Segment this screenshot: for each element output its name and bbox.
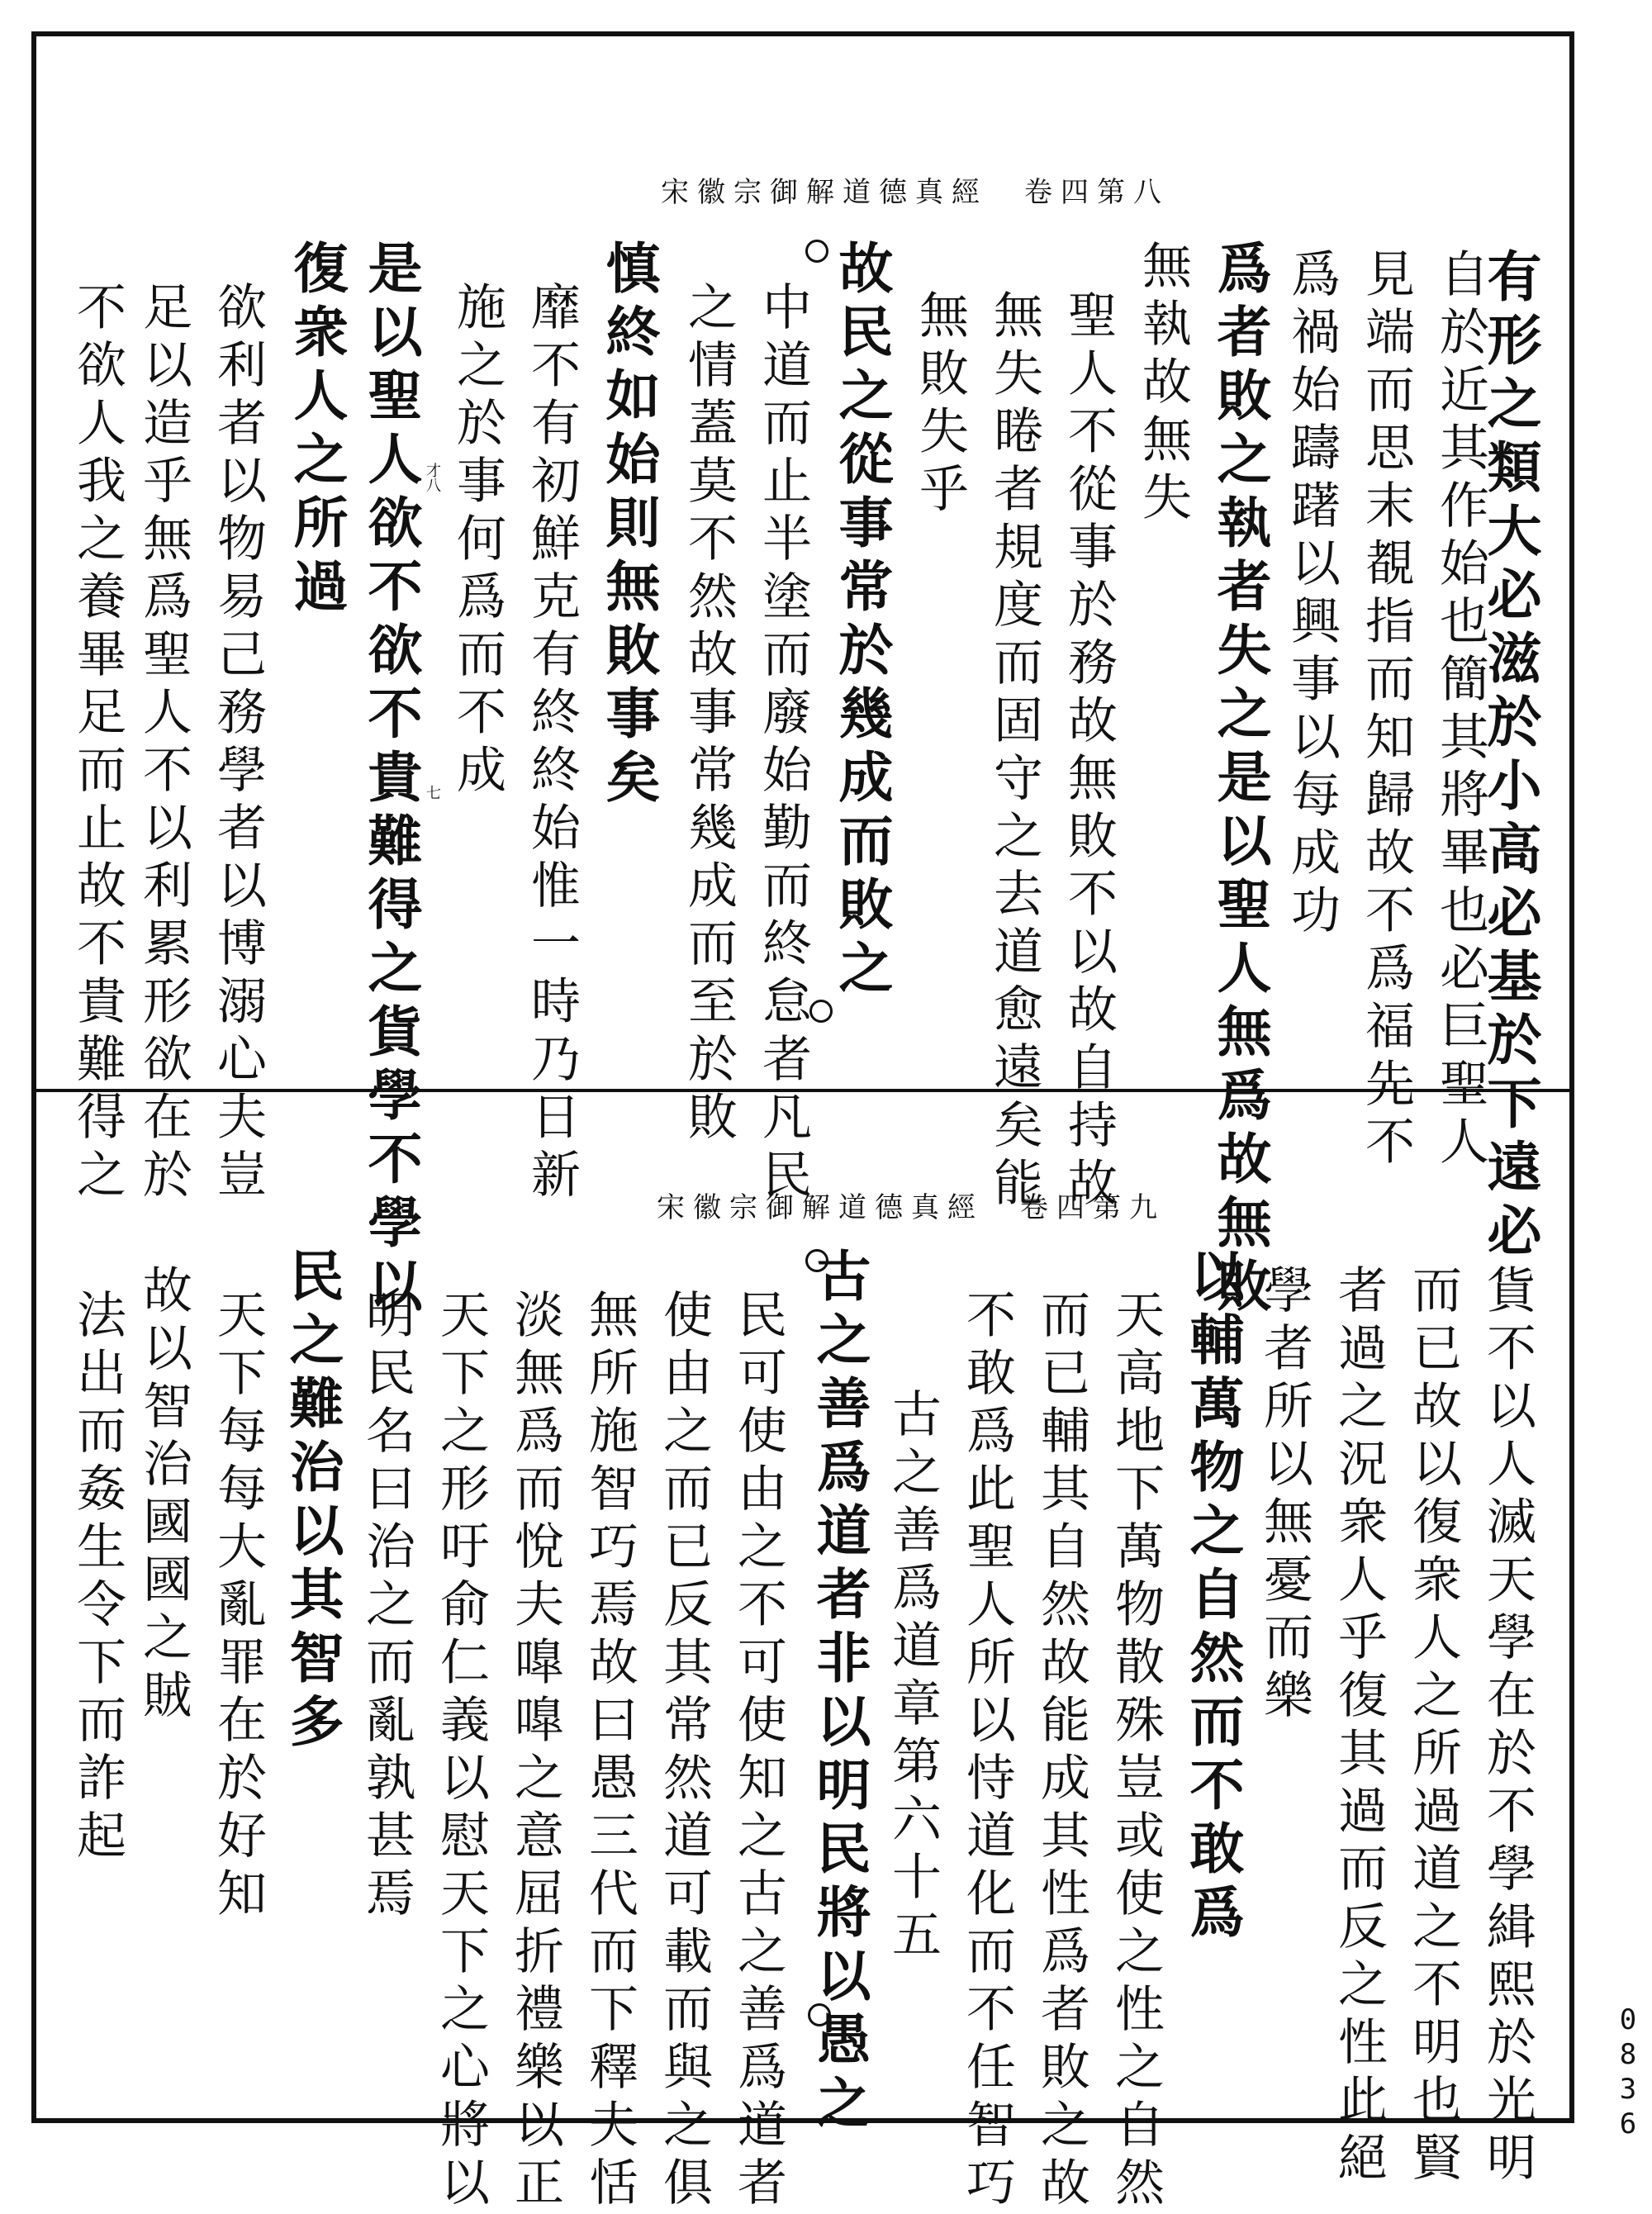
text-column: 之情蓋莫不然故事常幾成而至於敗: [680, 281, 738, 1148]
running-head-top: 宋徽宗御解道德真經 卷四第八: [661, 176, 1170, 209]
text-column: 爲禍始躊躇以興事以每成功: [1283, 248, 1341, 942]
section-marker: [808, 2003, 831, 2026]
text-column: 明民名曰治之而亂孰甚焉: [358, 1289, 415, 1925]
text-column: 無失睠者規度而固守之去道愈遠矣能: [985, 289, 1043, 1214]
text-column: 而已故以復衆人之所過道之不明也賢: [1404, 1264, 1462, 2189]
text-column: 者過之況衆人乎復其過而反之性此絕: [1330, 1264, 1388, 2189]
text-column: 故以智治國國之賊: [135, 1264, 192, 1727]
running-head-bottom: 宋徽宗御解道德真經 卷四第九: [657, 1191, 1165, 1224]
text-column: 民之難治以其智多: [280, 1247, 344, 1756]
text-column: 爲者敗之執者失之是以聖人無爲故無敗: [1208, 240, 1272, 1321]
text-column: 以輔萬物之自然而不敢爲: [1180, 1247, 1245, 1947]
text-column: 不欲人我之養畢足而止故不貴難得之: [69, 281, 126, 1206]
section-marker: [809, 1000, 833, 1023]
text-column: 見端而思末覩指而知歸故不爲福先不: [1357, 248, 1415, 1173]
text-column: 天下每每大亂罪在於好知: [209, 1289, 267, 1925]
text-column: 故民之從事常於幾成而敗之: [829, 240, 894, 1003]
text-column: 無敗失乎: [911, 289, 969, 520]
text-column: 古之善爲道章第六十五: [884, 1388, 942, 1966]
text-column: 聖人不從事於務故無敗不以故自持故: [1060, 289, 1118, 1214]
text-column: 民可使由之不可使知之古之善爲道者: [729, 1289, 787, 2214]
text-column: 古之善爲道者非以明民將以愚之: [807, 1247, 871, 2138]
text-column: 而已輔其自然故能成其性爲者敗之故: [1032, 1289, 1090, 2214]
text-column: 學者所以無憂而樂: [1256, 1264, 1313, 1727]
section-marker: [805, 1249, 828, 1272]
section-marker: [805, 240, 828, 263]
text-column: 天高地下萬物散殊豈或使之性之自然: [1107, 1289, 1165, 2214]
text-column: 施之於事何爲而不成: [449, 281, 506, 801]
text-column: 使由之而已反其常然道可載而與之俱: [655, 1289, 713, 2214]
margin-note: 才八: [424, 463, 441, 492]
page-number: 0836: [1612, 2003, 1645, 2142]
text-column: 無執故無失: [1134, 240, 1192, 529]
text-column: 無所施智巧焉故曰愚三代而下釋夫恬: [581, 1289, 638, 2214]
text-column: 自於近其作始也簡其將畢也必巨聖人: [1431, 248, 1489, 1173]
text-column: 不敢爲此聖人所以恃道化而不任智巧: [958, 1289, 1016, 2214]
text-column: 淡無爲而悅夫嘷嘷之意屈折禮樂以正: [506, 1289, 564, 2214]
text-column: 復衆人之所過: [284, 240, 349, 621]
text-column: 慎終如始則無敗事矣: [596, 240, 661, 812]
text-column: 中道而止半塗而廢始勤而終怠者凡民: [754, 281, 812, 1206]
margin-note: 七: [424, 785, 441, 800]
text-column: 法出而姦生令下而詐起: [69, 1289, 126, 1867]
text-column: 有形之類大必滋於小高必基於下遠必: [1478, 248, 1542, 1266]
text-column: 是以聖人欲不欲不貴難得之貨學不學以: [358, 240, 423, 1321]
text-column: 天下之形吁俞仁義以慰天下之心將以: [432, 1289, 490, 2214]
text-column: 靡不有初鮮克有終終始惟一時乃日新: [523, 281, 581, 1206]
text-column: 欲利者以物易己務學者以博溺心夫豈: [209, 281, 267, 1206]
text-column: 貨不以人滅天學在於不學緝熙於光明: [1479, 1264, 1536, 2189]
text-column: 足以造乎無爲聖人不以利累形欲在於: [135, 281, 192, 1206]
